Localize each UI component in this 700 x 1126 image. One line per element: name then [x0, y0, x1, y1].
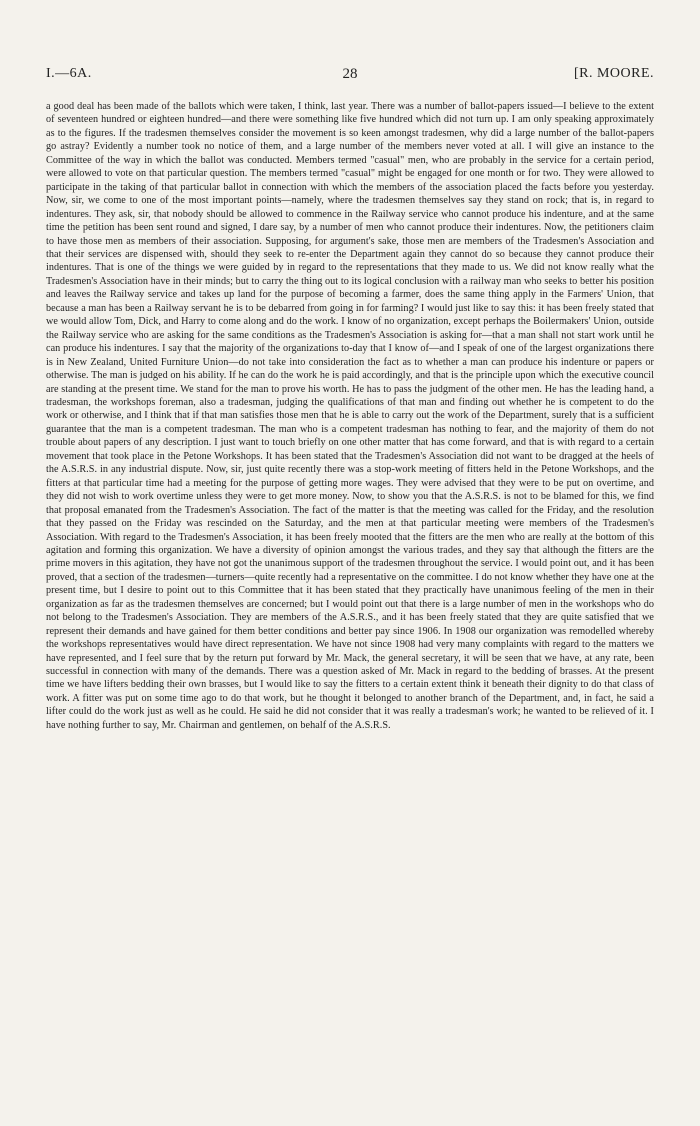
paper-reference: I.—6A. [46, 66, 92, 81]
speaker-name: [R. MOORE. [573, 66, 654, 81]
page-number: 28 [342, 66, 358, 82]
testimony-paragraph: a good deal has been made of the ballots which were taken, I think, last year. There was a number of ballot-papers issued—I believe to the extent of seventeen hundred or eighteen hundred—and there were something like five hundred which did not turn up. I am only speaking approximately as to the figures. If the tradesmen themselves consider the movement is so keen amongst tradesmen, why did a large number of the ballot-papers go astray? Evidently a number took no notice of them, and a large number of the members never voted at all. I will give an instance to the Committee of the way in which the ballot was conducted. Members termed "casual" men, who are probably in the service for a certain period, were allowed to vote on that particular question. The members termed "casual" might be engaged for one month or for two. They were allowed to participate in the taking of that particular ballot in connection with which the members of the association placed the facts before you yesterday. Now, sir, we come to one of the most important points—namely, where the tradesmen themselves say they stand on rock; that is, in regard to indentures. They ask, sir, that nobody should be allowed to commence in the Railway service who cannot produce his indenture, and at the same time the petition has been sent round and signed, I dare say, by a number of men who cannot produce their indentures. Now, the petitioners claim to have those men as members of their association. Supposing, for argument's sake, those men are members of the Tradesmen's Association and that their services are dispensed with, should they seek to re-enter the Department again they cannot do so because they cannot produce their indentures. That is one of the things we were guided by in regard to the representations that they made to us. We did not know really what the Tradesmen's Association have in their minds; but to carry the thing out to its logical conclusion with a railway man who seeks to better his position and leaves the Railway service and takes up land for the purpose of becoming a farmer, does the same thing apply in the Farmers' Union, that because a man has been a Railway servant he is to be debarred from going in for farming? I would just like to say this: it has been freely stated that we would allow Tom, Dick, and Harry to come along and do the work. I know of no organization, except perhaps the Boilermakers' Union, outside the Railway service who are asking for the same conditions as the Tradesmen's Association is asking for—that a man shall not start work until he can produce his indentures. I say that the majority of the organizations to-day that I know of—and I speak of one of the largest organizations there is in New Zealand, United Furniture Union—do not take into consideration the fact as to whether a man can produce his indenture or papers or otherwise. The man is judged on his ability. If he can do the work he is paid accordingly, and that is the principle upon which the executive council are standing at the present time. We stand for the man to prove his worth. He has to pass the judgment of the other men. He has the leading hand, a tradesman, the workshops foreman, also a tradesman, judging the qualifications of that man and finding out whether he is competent to do the work or otherwise, and I think that if that man satisfies those men that he is able to carry out the work of the Department, surely that is a sufficient guarantee that the man is a competent tradesman. The man who is a competent tradesman has nothing to fear, and the majority of them do not trouble about papers of any description. I just want to touch briefly on one other matter that has come forward, and that is with regard to a certain movement that took place in the Petone Workshops. It has been stated that the Tradesmen's Association did not want to be dragged at the heels of the A.S.R.S. in any industrial dispute. Now, sir, just quite recently there was a stop-work meeting of fitters held in the Petone Workshops, and the fitters at that particular time had a meeting for the purpose of getting more wages. They were advised that they were to be put on overtime, and they did not wish to work overtime unless they were to get more money. Now, to show you that the A.S.R.S. is not to be blamed for this, we find that proposal emanated from the Tradesmen's Association. The fact of the matter is that the meeting was called for the Friday, and the resolution that they passed on the Friday was rescinded on the Saturday, and the men at that particular meeting were members of the Tradesmen's Association. With regard to the Tradesmen's Association, it has been freely mooted that the fitters are the men who are really at the bottom of this agitation and forming this organization. We have a diversity of opinion amongst the various trades, and they say that although the fitters are the prime movers in this agitation, they have not got the unanimous support of the tradesmen throughout the service. I would point out, and it has been proved, that a section of the tradesmen—turners—quite recently had a representative on the committee. I do not know whether they have one at the present time, but I desire to point out to this Committee that it has been stated that they practically have unanimous feeling of the men in their organization as far as the tradesmen themselves are concerned; but I would point out that there is a large number of men in the workshops who do not belong to the Tradesmen's Association. They are members of the A.S.R.S., and it has been freely stated that they are quite satisfied that we represent their demands and have gained for them better conditions and better pay since 1906. In 1908 our organization was remodelled whereby the workshops representatives would have direct representation. We have not since 1908 had very many complaints with regard to the matters we have represented, and I feel sure that by the return put forward by Mr. Mack, the general secretary, it will be seen that we have, at any rate, been successful in connection with many of the demands. There was a question asked of Mr. Mack in regard to the bedding of brasses. At the present time we have lifters bedding their own brasses, but I would like to say the fitters to a certain extent think it beneath their dignity to do that class of work. A fitter was put on some time ago to do that work, but he thought it belonged to another branch of the Department, and, in fact, he said a lifter could do the work just as well as he could. He said he did not consider that it was really a tradesman's work; he wanted to be relieved of it. I have nothing further to say, Mr. Chairman and gentlemen, on behalf of the A.S.R.S. [46, 101, 654, 731]
running-head [46, 66, 654, 88]
